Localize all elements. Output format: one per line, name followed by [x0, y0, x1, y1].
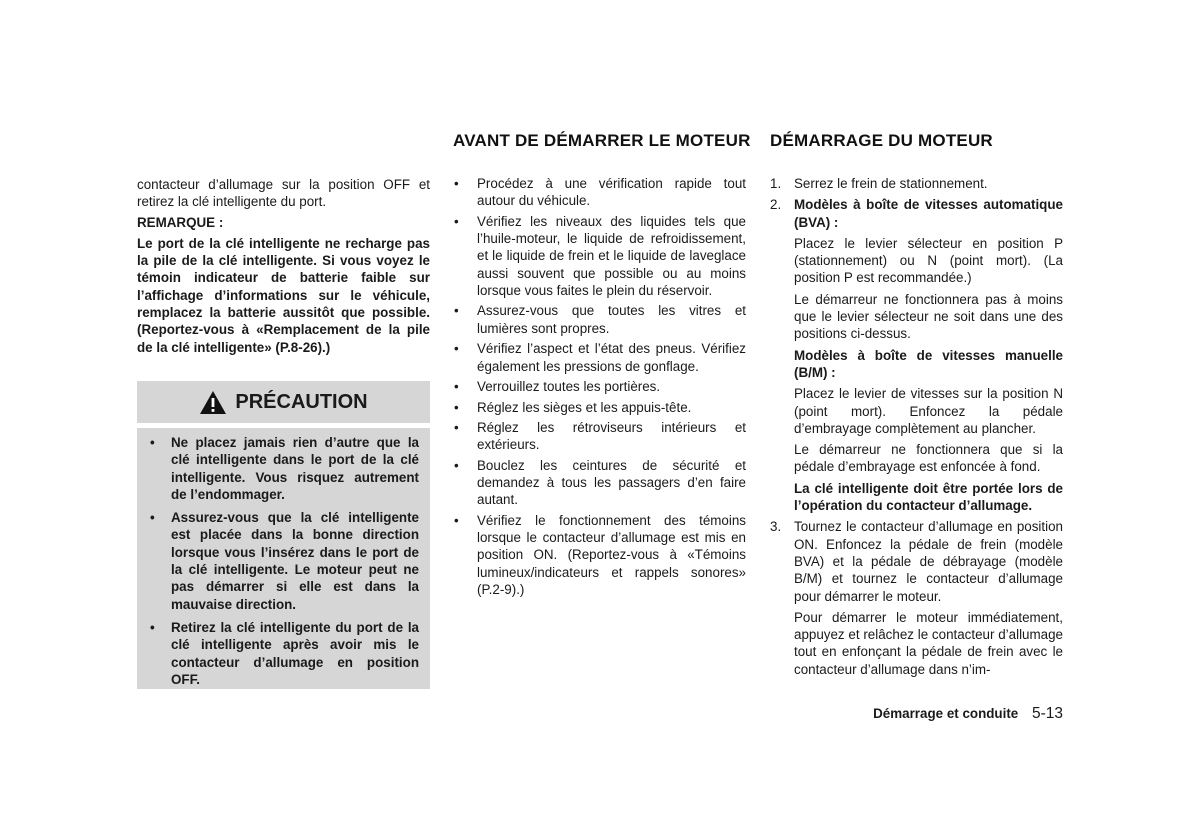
warning-icon: [199, 390, 227, 415]
step-subtitle: Modèles à boîte de vitesses automatique (BVA) :: [794, 197, 1063, 230]
step-number: 1.: [770, 176, 782, 191]
caution-divider: [137, 423, 430, 428]
step-number: 3.: [770, 519, 782, 535]
checklist-item: • Vérifiez les niveaux des liquides tels que l’huile-moteur, le liquide de refroidissement, et le liquide de frein et le liquide de laveglace aussi souvent que possible ou au moins lorsque vous faites le plein du réservoir.: [453, 213, 746, 299]
step-text: Serrez le frein de stationnement.: [794, 176, 988, 191]
step-paragraph: Pour démarrer le moteur immédiatement, appuyez et relâchez le contacteur d’allumage tout en enfonçant la pédale de frein avec le contacteur d’allumage dans n’im-: [794, 609, 1063, 677]
checklist: [453, 175, 746, 598]
caution-title: PRÉCAUTION: [235, 390, 368, 413]
checklist-item: • Bouclez les ceintures de sécurité et demandez à tous les passagers d’en faire autant.: [453, 457, 746, 509]
step-note: La clé intelligente doit être portée lors de l’opération du contacteur d’allumage.: [794, 480, 1063, 514]
step-1: [770, 175, 1063, 192]
checklist-item: • Réglez les rétroviseurs intérieurs et extérieurs.: [453, 419, 746, 454]
step-paragraph: Le démarreur ne fonctionnera que si la pédale d’embrayage est enfoncée à fond.: [794, 442, 1063, 475]
column-middle: [453, 175, 746, 602]
step-3: [770, 518, 1063, 678]
start-steps: [770, 175, 1063, 678]
caution-header: [137, 381, 430, 423]
step-paragraph: Le démarreur ne fonctionnera pas à moins que le levier sélecteur ne soit dans une des positions ci-dessus.: [794, 291, 1063, 342]
remarque-label: REMARQUE :: [137, 214, 224, 230]
step-subtitle: Modèles à boîte de vitesses manuelle (B/M) :: [794, 347, 1063, 380]
remarque-text: Le port de la clé intelligente ne recharge pas la pile de la clé intelligente. Si vous voyez le témoin indicateur de batterie faible sur l’affichage d’informations sur le véhicule, remplacez la batterie aussitôt que possible. (Reportez-vous à «Remplacement de la pile de la clé intelligente» (P.8-26).): [137, 235, 430, 355]
step-paragraph: Placez le levier de vitesses sur la position N (point mort). Enfoncez la pédale d’embrayage complètement au plancher.: [794, 386, 1063, 436]
checklist-item: • Réglez les sièges et les appuis-tête.: [453, 399, 746, 416]
step-text: Tournez le contacteur d’allumage en position ON. Enfoncez la pédale de frein (modèle BVA) et la pédale de débrayage (modèle B/M) et tournez le contacteur d’allumage pour démarrer le moteur.: [794, 519, 1063, 604]
caution-list: [147, 434, 419, 694]
caution-item: • Retirez la clé intelligente du port de la clé intelligente après avoir mis le contacteur d’allumage en position OFF.: [147, 619, 419, 688]
footer-section-title: Démarrage et conduite: [873, 706, 1019, 721]
checklist-item: • Verrouillez toutes les portières.: [453, 378, 746, 395]
heading-avant-de-demarrer: AVANT DE DÉMARRER LE MOTEUR: [453, 131, 751, 150]
checklist-item: • Vérifiez le fonctionnement des témoins lorsque le contacteur d’allumage est mis en position ON. (Reportez-vous à «Témoins lumineux/indicateurs et rappels sonores» (P.2-9).): [453, 512, 746, 598]
intro-paragraph: contacteur d’allumage sur la position OFF et retirez la clé intelligente du port.: [137, 177, 430, 210]
page-footer: [770, 705, 1063, 723]
caution-item: • Assurez-vous que la clé intelligente est placée dans la bonne direction lorsque vous l’insérez dans le port de la clé intelligente. Le moteur peut ne pas démarrer si elle est dans la mauvaise direction.: [147, 509, 419, 613]
page-number: 5-13: [1031, 705, 1063, 722]
step-2: [770, 196, 1063, 514]
step-number: 2.: [770, 197, 782, 213]
heading-demarrage-du-moteur: DÉMARRAGE DU MOTEUR: [770, 131, 993, 150]
checklist-item: • Procédez à une vérification rapide tout autour du véhicule.: [453, 175, 746, 210]
caution-item: • Ne placez jamais rien d’autre que la clé intelligente dans le port de la clé intelligente. Vous risquez autrement de l’endommager.: [147, 434, 419, 503]
column-left: [137, 176, 430, 356]
column-right: [770, 175, 1063, 682]
step-paragraph: Placez le levier sélecteur en position P (stationnement) ou N (point mort). (La position P est recommandée.): [794, 235, 1063, 286]
checklist-item: • Assurez-vous que toutes les vitres et lumières sont propres.: [453, 302, 746, 337]
caution-box: [137, 381, 430, 689]
checklist-item: • Vérifiez l’aspect et l’état des pneus. Vérifiez également les pressions de gonflage.: [453, 340, 746, 375]
